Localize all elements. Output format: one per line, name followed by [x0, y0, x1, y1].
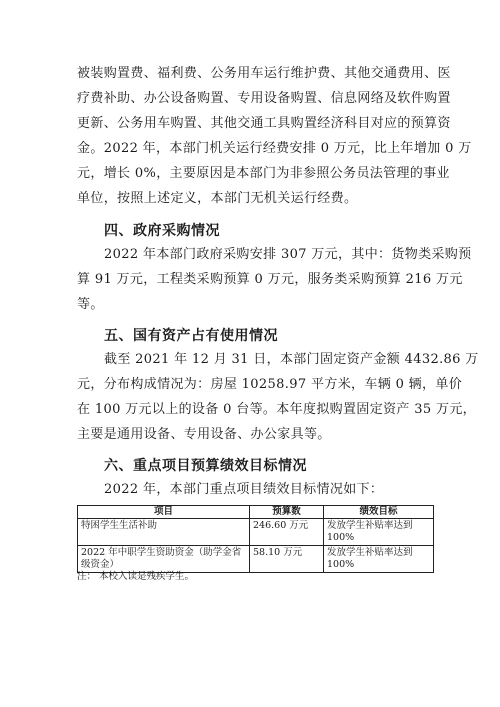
table-row [78, 519, 434, 546]
table-header-project: 项目 [78, 506, 250, 519]
table-cell-project: 特困学生生活补助 [78, 519, 250, 546]
para1-line-2: 疗费补助、办公设备购置、专用设备购置、信息网络及软件购置 [77, 91, 451, 106]
para2-line-1: 2022 年本部门政府采购安排 307 万元，其中：货物类采购预 [104, 247, 472, 262]
section-heading-procurement: 四、政府采购情况 [104, 223, 220, 239]
section-heading-assets: 五、国有资产占有使用情况 [104, 328, 278, 344]
table-header-target: 绩效目标 [324, 506, 434, 519]
para1-line-4: 金。2022 年，本部门机关运行经费安排 0 万元，比上年增加 0 万 [77, 141, 472, 156]
para3-line-3: 在 100 万元以上的设备 0 台等。本年度拟购置固定资产 35 万元， [77, 402, 477, 417]
section-heading-performance: 六、重点项目预算绩效目标情况 [104, 458, 307, 474]
table-row [78, 546, 434, 573]
table-cell-budget: 58.10 万元 [250, 546, 324, 573]
table-cell-target: 发放学生补贴率达到 100% [324, 546, 434, 573]
para3-line-2: 元，分布构成情况为：房屋 10258.97 平方米，车辆 0 辆，单价 [77, 377, 463, 392]
para3-line-4: 主要是通用设备、专用设备、办公家具等。 [77, 427, 331, 442]
para3-line-1: 截至 2021 年 12 月 31 日，本部门固定资产金额 4432.86 万 [104, 352, 479, 367]
para1-line-3: 更新、公务用车购置、其他交通工具购置经济科目对应的预算资 [77, 116, 451, 131]
table-header-budget: 预算数 [250, 506, 324, 519]
table-note: 注： 本校入读是残疾学生。 [77, 571, 195, 582]
table-cell-project: 2022 年中职学生资助资金（助学金省级资金） [78, 546, 250, 573]
para1-line-1: 被装购置费、福利费、公务用车运行维护费、其他交通费用、医 [77, 66, 451, 81]
table-header-row [78, 506, 434, 519]
para2-line-3: 等。 [77, 297, 104, 312]
para1-line-6: 单位，按照上述定义，本部门无机关运行经费。 [77, 191, 358, 206]
performance-table [77, 505, 434, 573]
para4-line-1: 2022 年，本部门重点项目绩效目标情况如下： [104, 482, 384, 497]
para2-line-2: 算 91 万元，工程类采购预算 0 万元，服务类采购预算 216 万元 [77, 272, 463, 287]
table-cell-target: 发放学生补贴率达到 100% [324, 519, 434, 546]
para1-line-5: 元，增长 0%，主要原因是本部门为非参照公务员法管理的事业 [77, 166, 450, 181]
table-cell-budget: 246.60 万元 [250, 519, 324, 546]
